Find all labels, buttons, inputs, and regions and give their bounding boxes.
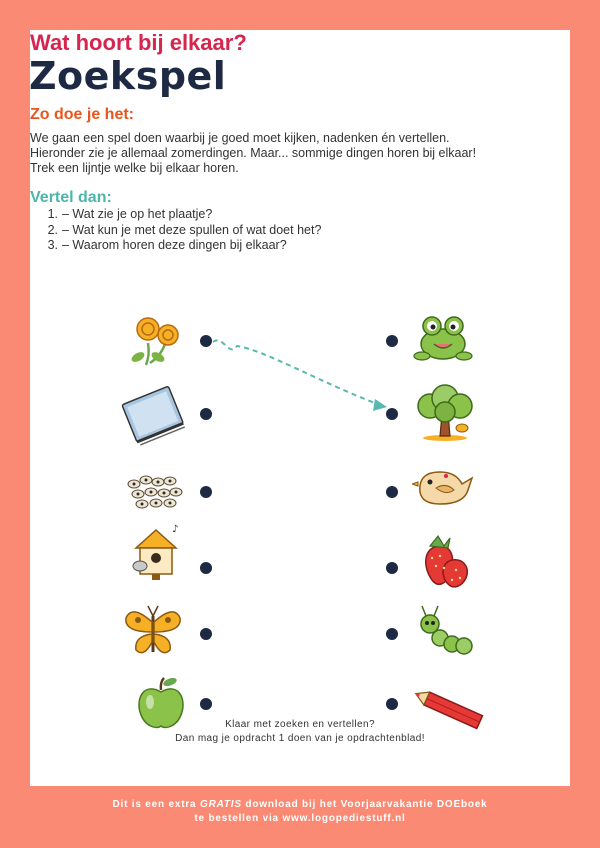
question-item: 2. – Wat kun je met deze spullen of wat doet het? <box>47 222 322 237</box>
instructions-line: Trek een lijntje welke bij elkaar horen. <box>30 161 239 175</box>
right-dot-5[interactable] <box>386 628 398 640</box>
question-item: 3. – Waarom horen deze dingen bij elkaar? <box>47 238 287 252</box>
page-title: Zoekspel <box>29 54 227 98</box>
example-arrow <box>205 330 405 420</box>
completion-line: Dan mag je opdracht 1 doen van je opdrachtenblad! <box>175 733 425 744</box>
left-dot-5[interactable] <box>200 628 212 640</box>
promo-text <box>0 798 600 826</box>
question-item: 1. – Wat zie je op het plaatje? <box>47 207 213 221</box>
promo-line: Dit is een extra GRATIS download bij het Voorjaarvakantie DOEboek <box>112 799 488 810</box>
svg-text:♪: ♪ <box>172 524 179 535</box>
right-dot-1[interactable] <box>386 335 398 347</box>
instructions-line: Hieronder zie je allemaal zomerdingen. Maar... sommige dingen horen bij elkaar! <box>30 146 477 160</box>
right-dot-4[interactable] <box>386 562 398 574</box>
left-dot-6[interactable] <box>200 698 212 710</box>
bird-icon <box>412 462 474 510</box>
birdhouse-icon <box>128 522 184 582</box>
left-dot-1[interactable] <box>200 335 212 347</box>
instructions-line: We gaan een spel doen waarbij je goed moet kijken, nadenken én vertellen. <box>30 131 450 145</box>
promo-link[interactable]: te bestellen via www.logopediestuff.nl <box>194 813 406 824</box>
flowers-icon <box>128 313 184 369</box>
instructions-heading: Zo doe je het: <box>30 106 134 123</box>
strawberry-icon <box>420 530 470 590</box>
tell-heading: Vertel dan: <box>30 189 112 206</box>
tree-icon <box>414 384 476 442</box>
notebook-icon <box>118 384 188 446</box>
right-dot-3[interactable] <box>386 486 398 498</box>
instructions-text <box>30 131 510 176</box>
completion-message <box>0 718 600 746</box>
left-dot-2[interactable] <box>200 408 212 420</box>
page-subtitle: Wat hoort bij elkaar? <box>30 30 247 55</box>
butterfly-icon <box>122 602 184 664</box>
completion-line: Klaar met zoeken en vertellen? <box>225 719 375 730</box>
left-dot-4[interactable] <box>200 562 212 574</box>
seeds-icon <box>126 472 184 512</box>
left-dot-3[interactable] <box>200 486 212 498</box>
caterpillar-icon <box>418 604 476 658</box>
right-dot-2[interactable] <box>386 408 398 420</box>
frog-icon <box>412 312 474 362</box>
question-list <box>40 207 321 254</box>
right-dot-6[interactable] <box>386 698 398 710</box>
